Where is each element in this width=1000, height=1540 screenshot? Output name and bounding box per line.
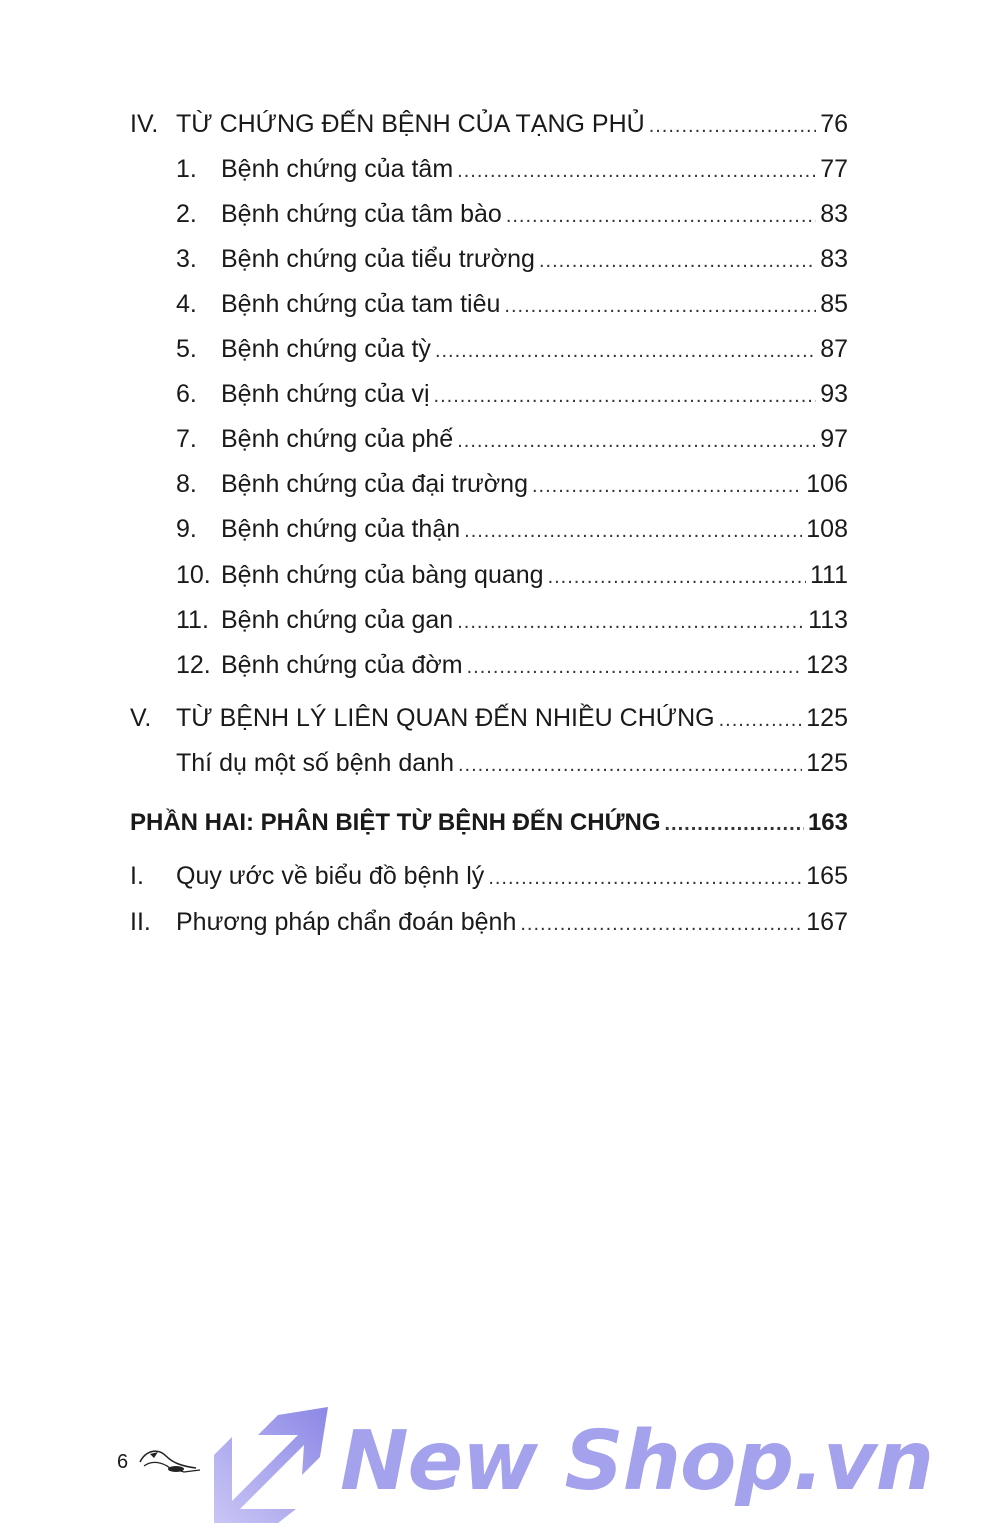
toc-entry-title: Bệnh chứng của tâm [221, 155, 454, 183]
toc-entry-page: 111 [809, 561, 848, 589]
toc-entry [130, 514, 848, 546]
toc-leader-dots [435, 336, 816, 366]
toc-entry-page: 123 [806, 651, 848, 679]
toc-leader-dots [464, 516, 802, 546]
toc-leader-dots [458, 750, 802, 780]
toc-entry-title: Phương pháp chẩn đoán bệnh [176, 908, 517, 936]
toc-entry-page: 108 [806, 515, 848, 543]
toc-entry-page: 125 [806, 749, 848, 777]
toc-leader-dots [539, 246, 816, 276]
toc-entry-title: Quy ước về biểu đồ bệnh lý [176, 862, 485, 890]
toc-leader-dots [488, 863, 802, 893]
toc-entry [130, 469, 848, 501]
toc-entry [130, 109, 848, 141]
toc-leader-dots [457, 156, 816, 186]
toc-leader-dots [719, 705, 803, 735]
toc-entry [130, 289, 848, 321]
toc-entry-number: I. [130, 862, 144, 890]
toc-entry-number: 2. [176, 200, 197, 228]
toc-leader-dots [457, 607, 804, 637]
toc-entry-page: 83 [820, 245, 848, 273]
toc-entry-number: V. [130, 704, 152, 732]
toc-entry-page: 93 [820, 380, 848, 408]
toc-entry-page: 77 [820, 155, 848, 183]
toc-entry-title: Bệnh chứng của đại trường [221, 470, 528, 498]
toc-leader-dots [649, 111, 817, 141]
toc-entry [130, 907, 848, 939]
toc-entry-page: 167 [806, 908, 848, 936]
toc-part-heading [130, 808, 848, 839]
toc-entry [130, 560, 848, 592]
toc-entry [130, 154, 848, 186]
toc-entry-number: 10. [176, 561, 211, 589]
toc-entry-page: 83 [820, 200, 848, 228]
toc-entry-number: II. [130, 908, 151, 936]
toc-entry-title: TỪ CHỨNG ĐẾN BỆNH CỦA TẠNG PHỦ [176, 110, 645, 138]
toc-entry-number: IV. [130, 110, 159, 138]
toc-entry-page: 85 [820, 290, 848, 318]
toc-leader-dots [457, 426, 816, 456]
toc-entry-title: Bệnh chứng của thận [221, 515, 461, 543]
toc-entry-title: Bệnh chứng của tâm bào [221, 200, 502, 228]
toc-entry-page: 113 [808, 606, 848, 634]
toc-entry [130, 861, 848, 893]
toc-entry-number: 5. [176, 335, 197, 363]
toc-entry-page: 106 [806, 470, 848, 498]
toc-entry [130, 379, 848, 411]
toc-entry-title: Bệnh chứng của gan [221, 606, 454, 634]
toc-entry-title: Thí dụ một số bệnh danh [176, 749, 454, 777]
toc-leader-dots [506, 201, 816, 231]
toc-entry-title: Bệnh chứng của tỳ [221, 335, 431, 363]
toc-entry-title: Bệnh chứng của tiểu trường [221, 245, 535, 273]
toc-leader-dots [665, 809, 804, 839]
toc-entry [130, 199, 848, 231]
toc-leader-dots [504, 291, 816, 321]
toc-entry-number: 7. [176, 425, 197, 453]
toc-entry-title: Bệnh chứng của đờm [221, 651, 463, 679]
toc-entry [130, 334, 848, 366]
toc-entry [130, 748, 848, 780]
toc-entry-page: 125 [806, 704, 848, 732]
toc-entry-number: 9. [176, 515, 197, 543]
toc-entry [130, 244, 848, 276]
toc-entry [130, 703, 848, 735]
footer-ornament-icon [136, 1442, 206, 1478]
toc-entry-page: 97 [820, 425, 848, 453]
watermark-text: New Shop.vn [340, 1414, 933, 1509]
toc-entry-number: 4. [176, 290, 197, 318]
toc-entry-number: 12. [176, 651, 211, 679]
toc-entry-title: Bệnh chứng của tam tiêu [221, 290, 501, 318]
toc-entry [130, 605, 848, 637]
toc-entry-page: 163 [807, 809, 848, 836]
toc-leader-dots [467, 652, 803, 682]
toc-entry-page: 165 [806, 862, 848, 890]
toc-leader-dots [548, 562, 806, 592]
toc-leader-dots [520, 909, 802, 939]
toc-entry-page: 76 [820, 110, 848, 138]
toc-entry-title: Bệnh chứng của vị [221, 380, 430, 408]
toc-entry-number: 11. [176, 606, 209, 634]
toc-entry-number: 8. [176, 470, 197, 498]
toc-entry-number: 6. [176, 380, 197, 408]
footer-page-number: 6 [117, 1451, 129, 1473]
toc-entry-number: 1. [176, 155, 197, 183]
toc-leader-dots [532, 471, 802, 501]
toc-entry-number: 3. [176, 245, 197, 273]
toc-entry-title: PHẦN HAI: PHÂN BIỆT TỪ BỆNH ĐẾN CHỨNG [130, 809, 661, 836]
toc-entry-title: TỪ BỆNH LÝ LIÊN QUAN ĐẾN NHIỀU CHỨNG [176, 704, 715, 732]
toc-leader-dots [434, 381, 817, 411]
toc-entry-title: Bệnh chứng của phế [221, 425, 454, 453]
toc-entry-title: Bệnh chứng của bàng quang [221, 561, 544, 589]
toc-entry [130, 424, 848, 456]
toc-entry-page: 87 [820, 335, 848, 363]
toc-entry [130, 650, 848, 682]
